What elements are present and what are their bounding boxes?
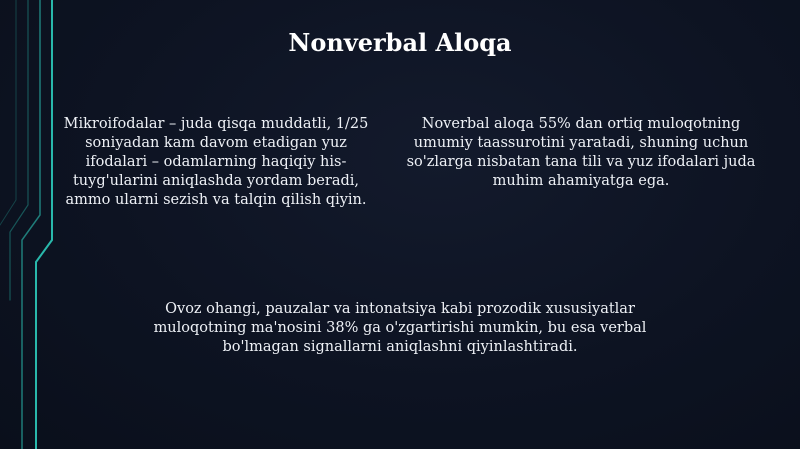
nonverbal-share-paragraph: Noverbal aloqa 55% dan ortiq muloqotning umumiy taassurotini yaratadi, shuning uchun so'zlarga nisbatan tana tili va yuz ifodalari juda muhim ahamiyatga ega. [406,116,756,189]
circuit-line-outer [36,0,52,449]
decorative-circuit-lines [0,0,60,449]
prosody-paragraph: Ovoz ohangi, pauzalar va intonatsiya kabi prozodik xususiyatlar muloqotning ma'nosini 38% ga o'zgartirishi mumkin, bu esa verbal bo'lmagan signallarni aniqlashni qiyinlashtiradi. [153,301,647,355]
slide-title: Nonverbal Aloqa [288,28,512,57]
microexpressions-paragraph: Mikroifodalar – juda qisqa muddatli, 1/25 soniyadan kam davom etadigan yuz ifodalari – odamlarning haqiqiy his-tuyg'ularini aniqlashda yordam beradi, ammo ularni sezish va talqin qilish qiyin. [63,116,369,208]
circuit-line-middle [22,0,40,449]
